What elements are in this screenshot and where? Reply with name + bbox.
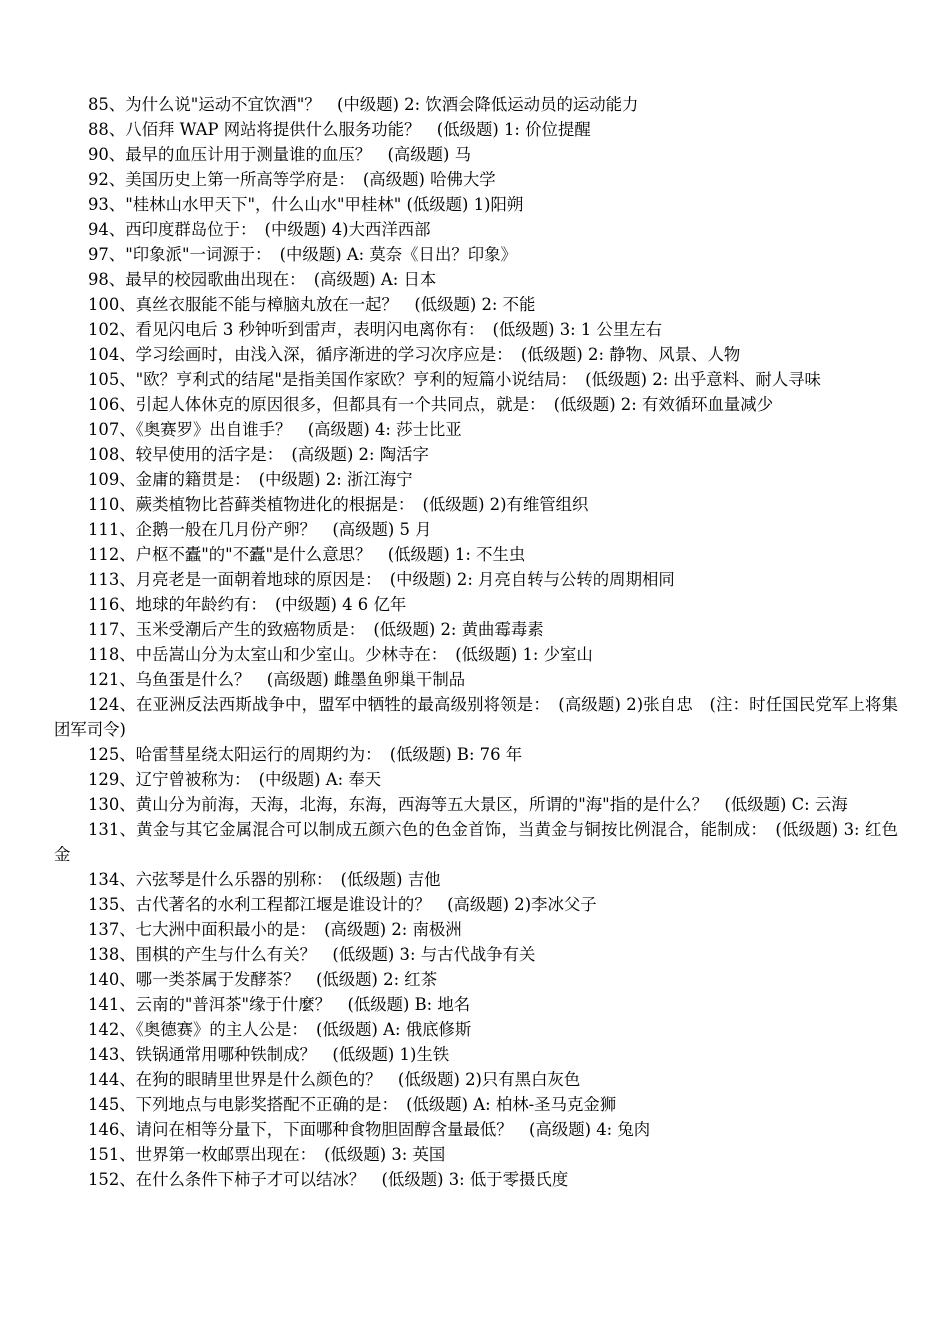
quiz-entry-140: 140、哪一类茶属于发酵茶？ (低级题) 2: 红茶 <box>88 970 438 989</box>
quiz-entry-138: 138、围棋的产生与什么有关？ (低级题) 3: 与古代战争有关 <box>88 945 536 964</box>
quiz-entry-152: 152、在什么条件下柿子才可以结冰？ (低级题) 3: 低于零摄氏度 <box>88 1170 569 1189</box>
quiz-entry-129: 129、辽宁曾被称为： (中级题) A: 奉天 <box>88 770 382 789</box>
quiz-entry-111: 111、企鹅一般在几月份产卵？ (高级题) 5 月 <box>88 520 432 539</box>
quiz-entry-85: 85、为什么说"运动不宜饮酒"？ (中级题) 2: 饮酒会降低运动员的运动能力 <box>88 95 639 114</box>
quiz-entry-109: 109、金庸的籍贯是： (中级题) 2: 浙江海宁 <box>88 470 413 489</box>
quiz-entry-98: 98、最早的校园歌曲出现在： (高级题) A: 日本 <box>88 270 437 289</box>
quiz-entry-104: 104、学习绘画时，由浅入深，循序渐进的学习次序应是： (低级题) 2: 静物、风景、人物 <box>88 345 741 364</box>
quiz-entry-142: 142、《奥德赛》的主人公是： (低级题) A: 俄底修斯 <box>88 1020 472 1039</box>
quiz-entry-94: 94、西印度群岛位于： (中级题) 4)大西洋西部 <box>88 220 431 239</box>
quiz-entry-92: 92、美国历史上第一所高等学府是： (高级题) 哈佛大学 <box>88 170 496 189</box>
quiz-entry-102: 102、看见闪电后 3 秒钟听到雷声，表明闪电离你有： (低级题) 3: 1 公里左右 <box>88 320 663 339</box>
quiz-entry-145: 145、下列地点与电影奖搭配不正确的是： (低级题) A: 柏林-圣马克金狮 <box>88 1095 617 1114</box>
quiz-entry-130: 130、黄山分为前海，天海，北海，东海，西海等五大景区，所谓的"海"指的是什么？ (低级题) C: 云海 <box>88 795 848 814</box>
quiz-entry-125: 125、哈雷彗星绕太阳运行的周期约为： (低级题) B: 76 年 <box>88 745 523 764</box>
quiz-entry-112: 112、户枢不蠹"的"不蠹"是什么意思？ (低级题) 1: 不生虫 <box>88 545 526 564</box>
quiz-entry-97: 97、"印象派"一词源于： (中级题) A: 莫奈《日出？印象》 <box>88 245 517 264</box>
quiz-entry-110: 110、蕨类植物比苔藓类植物进化的根据是： (低级题) 2)有维管组织 <box>88 495 589 514</box>
quiz-entry-141: 141、云南的"普洱茶"缘于什麼？ (低级题) B: 地名 <box>88 995 471 1014</box>
quiz-entry-131: 131、黄金与其它金属混合可以制成五颜六色的色金首饰，当黄金与铜按比例混合，能制成： (低级题) 3: 红色金 <box>54 820 898 864</box>
quiz-entry-100: 100、真丝衣服能不能与樟脑丸放在一起？ (低级题) 2: 不能 <box>88 295 536 314</box>
quiz-entry-113: 113、月亮老是一面朝着地球的原因是： (中级题) 2: 月亮自转与公转的周期相同 <box>88 570 675 589</box>
quiz-entry-121: 121、乌鱼蛋是什么？ (高级题) 雌墨鱼卵巢干制品 <box>88 670 466 689</box>
quiz-entry-135: 135、古代著名的水利工程都江堰是谁设计的？ (高级题) 2)李冰父子 <box>88 895 597 914</box>
quiz-entry-117: 117、玉米受潮后产生的致癌物质是： (低级题) 2: 黄曲霉毒素 <box>88 620 544 639</box>
quiz-entry-93: 93、"桂林山水甲天下"，什么山水"甲桂林" (低级题) 1)阳朔 <box>88 195 524 214</box>
quiz-entry-106: 106、引起人体休克的原因很多，但都具有一个共同点，就是： (低级题) 2: 有效循环血量减少 <box>88 395 774 414</box>
quiz-entry-146: 146、请问在相等分量下，下面哪种食物胆固醇含量最低？ (高级题) 4: 兔肉 <box>88 1120 651 1139</box>
quiz-entry-116: 116、地球的年龄约有： (中级题) 4 6 亿年 <box>88 595 407 614</box>
quiz-entry-134: 134、六弦琴是什么乐器的别称： (低级题) 吉他 <box>88 870 441 889</box>
quiz-entry-144: 144、在狗的眼睛里世界是什么颜色的？ (低级题) 2)只有黑白灰色 <box>88 1070 581 1089</box>
quiz-entry-105: 105、"欧？亨利式的结尾"是指美国作家欧？亨利的短篇小说结局： (低级题) 2: 出乎意料、耐人寻味 <box>88 370 821 389</box>
quiz-entry-143: 143、铁锅通常用哪种铁制成？ (低级题) 1)生铁 <box>88 1045 450 1064</box>
quiz-entry-124: 124、在亚洲反法西斯战争中，盟军中牺牲的最高级别将领是： (高级题) 2)张自忠 (注：时任国民党军上将集团军司令) <box>54 695 898 739</box>
quiz-entry-151: 151、世界第一枚邮票出现在： (低级题) 3: 英国 <box>88 1145 446 1164</box>
quiz-entry-137: 137、七大洲中面积最小的是： (高级题) 2: 南极洲 <box>88 920 462 939</box>
quiz-entry-107: 107、《奥赛罗》出自谁手？ (高级题) 4: 莎士比亚 <box>88 420 462 439</box>
quiz-entry-90: 90、最早的血压计用于测量谁的血压？ (高级题) 马 <box>88 145 472 164</box>
quiz-entry-118: 118、中岳嵩山分为太室山和少室山。少林寺在： (低级题) 1: 少室山 <box>88 645 593 664</box>
quiz-entry-108: 108、较早使用的活字是： (高级题) 2: 陶活字 <box>88 445 429 464</box>
quiz-entry-88: 88、八佰拜 WAP 网站将提供什么服务功能？ (低级题) 1: 价位提醒 <box>88 120 591 139</box>
